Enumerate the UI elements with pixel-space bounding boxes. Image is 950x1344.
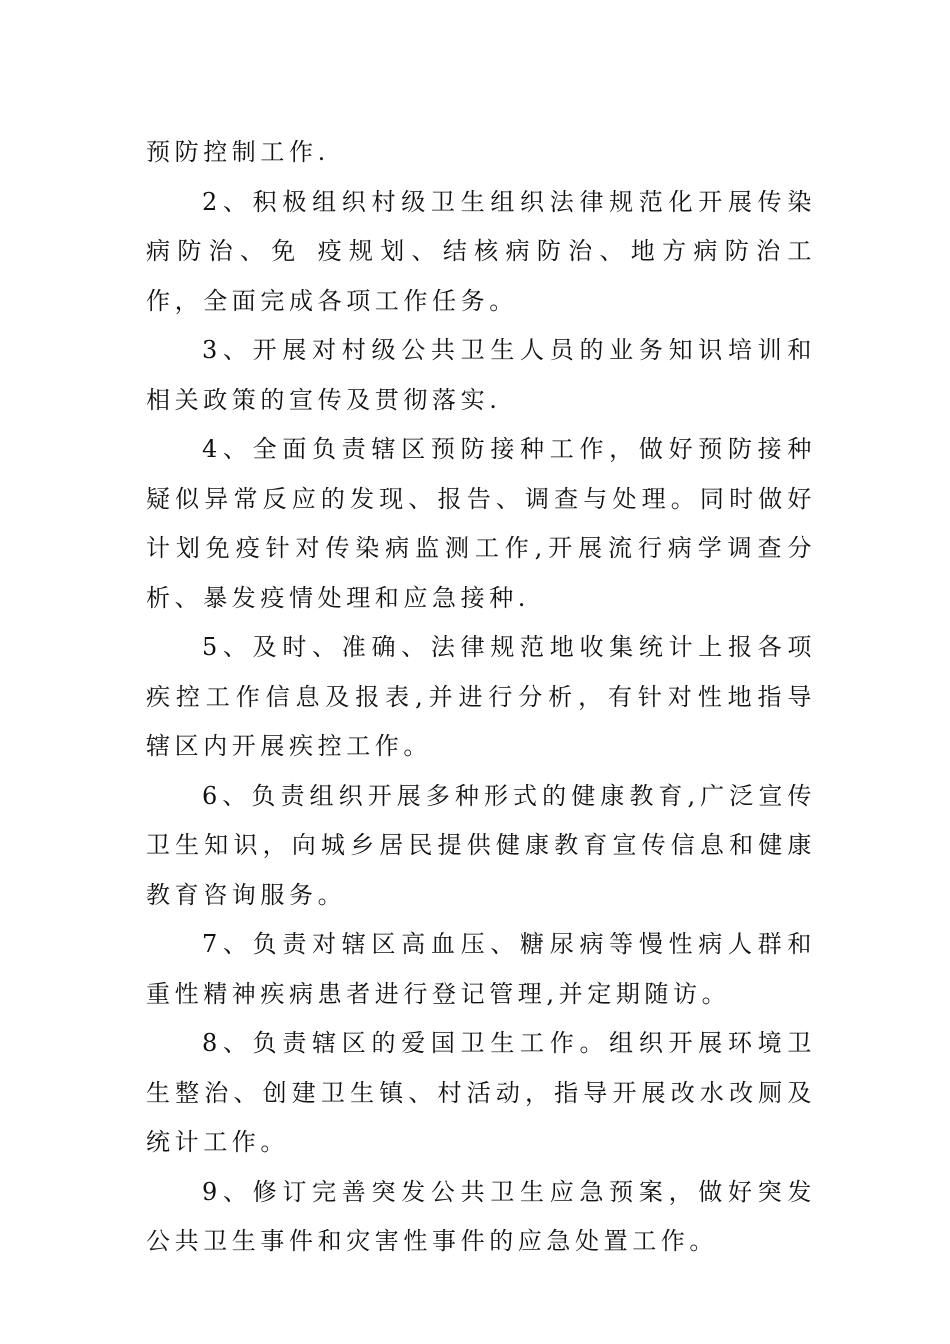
paragraph-continuation: 预防控制工作.	[146, 138, 330, 166]
paragraph-item-8: 8、负责辖区的爱国卫生工作。组织开展环境卫生整治、创建卫生镇、村活动，指导开展改水改厕及统计工作。	[146, 1029, 816, 1156]
paragraph-item-2: 2、积极组织村级卫生组织法律规范化开展传染病防治、免 疫规划、结核病防治、地方病防治工作，全面完成各项工作任务。	[146, 187, 816, 315]
paragraph-item-7: 7、负责对辖区高血压、糖尿病等慢性病人群和重性精神疾病患者进行登记管理,并定期随访。	[146, 930, 816, 1008]
paragraph-item-4: 4、全面负责辖区预防接种工作，做好预防接种疑似异常反应的发现、报告、调查与处理。同时做好计划免疫针对传染病监测工作,开展流行病学调查分析、暴发疫情处理和应急接种.	[146, 435, 816, 612]
paragraph-item-6: 6、负责组织开展多种形式的健康教育,广泛宣传卫生知识，向城乡居民提供健康教育宣传信息和健康教育咨询服务。	[146, 781, 816, 909]
paragraph-item-5: 5、及时、准确、法律规范地收集统计上报各项疾控工作信息及报表,并进行分析，有针对性地指导辖区内开展疾控工作。	[146, 633, 816, 760]
paragraph-item-3: 3、开展对村级公共卫生人员的业务知识培训和相关政策的宣传及贯彻落实.	[146, 336, 816, 414]
document-body	[146, 128, 816, 1267]
paragraph-item-9: 9、修订完善突发公共卫生应急预案，做好突发公共卫生事件和灾害性事件的应急处置工作。	[146, 1177, 816, 1255]
